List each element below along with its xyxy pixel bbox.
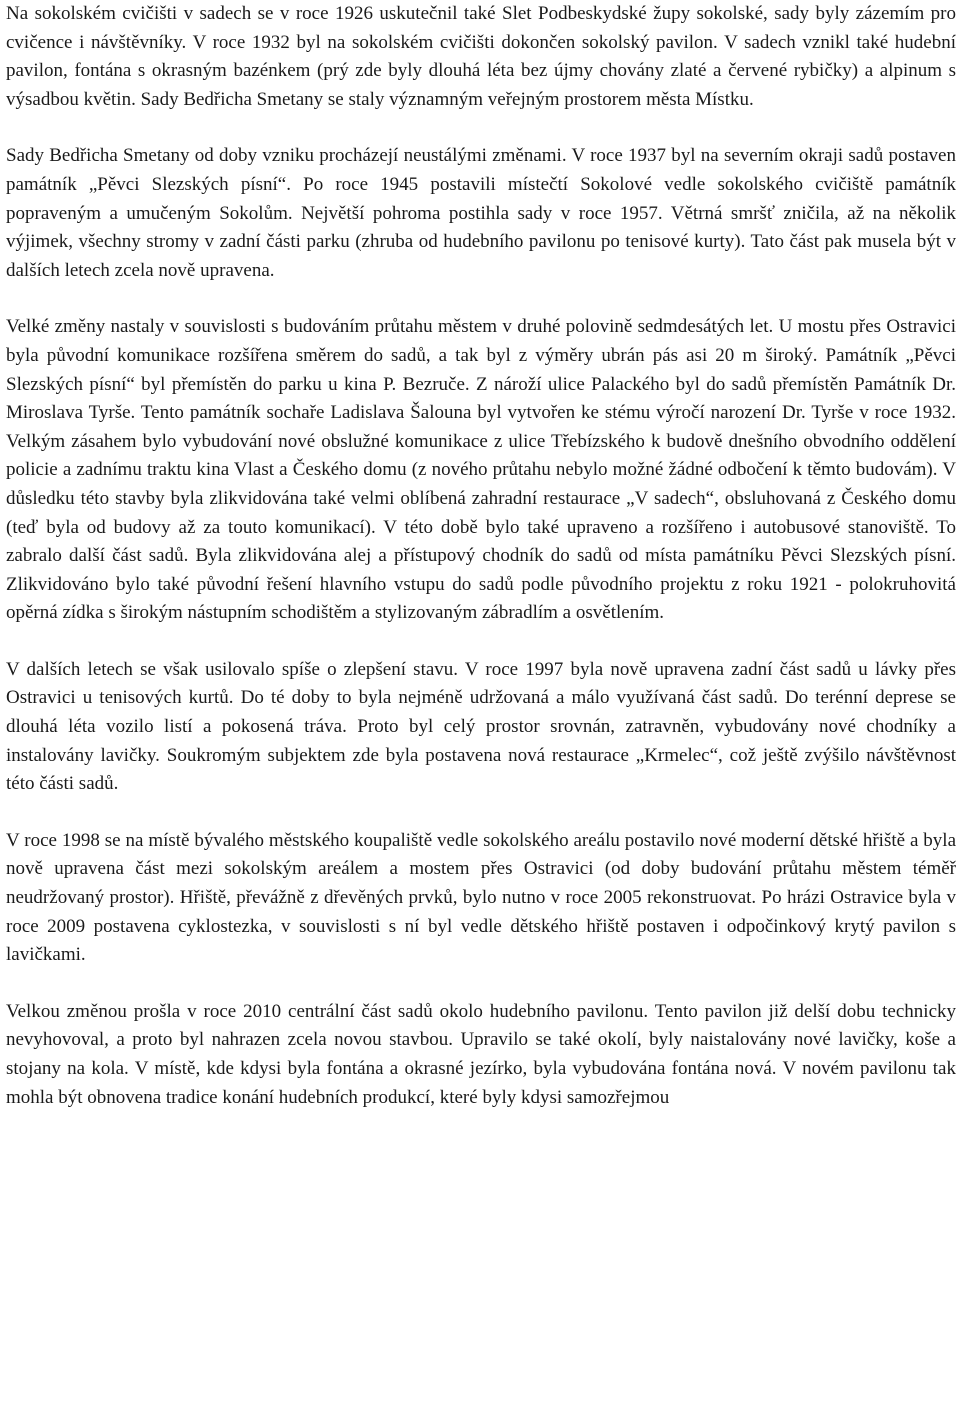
- document-page: [6, 0, 956, 1140]
- paragraph-4: V dalších letech se však usilovalo spíše o zlepšení stavu. V roce 1997 byla nově upravena zadní část sadů u lávky přes Ostravici u tenisových kurtů. Do té doby to byla nejméně udržovaná a málo využívaná část sadů. Do terénní deprese se dlouhá léta vozilo listí a pokosená tráva. Proto byl celý prostor srovnán, zatravněn, vybudovány nové chodníky a instalovány lavičky. Soukromým subjektem zde byla postavena nová restaurace „Krmelec“, což ještě zvýšilo návštěvnost této části sadů.: [6, 658, 956, 795]
- paragraph-1: Na sokolském cvičišti v sadech se v roce 1926 uskutečnil také Slet Podbeskydské župy sokolské, sady byly zázemím pro cvičence i návštěvníky. V roce 1932 byl na sokolském cvičišti dokončen sokolský pavilon. V sadech vznikl také hudební pavilon, fontána s okrasným bazénkem (prý zde byly dlouhá léta bez újmy chovány zlaté a červené rybičky) a alpinum s výsadbou květin. Sady Bedřicha Smetany se staly významným veřejným prostorem města Místku.: [6, 3, 956, 110]
- paragraph-3: Velké změny nastaly v souvislosti s budováním průtahu městem v druhé polovině sedmdesátých let. U mostu přes Ostravici byla původní komunikace rozšířena směrem do sadů, a tak byl z výměry ubrán pás asi 20 m široký. Památník „Pěvci Slezských písní“ byl přemístěn do parku u kina P. Bezruče. Z nároží ulice Palackého byl do sadů přemístěn Památník Dr. Miroslava Tyrše. Tento památník sochaře Ladislava Šalouna byl vytvořen ke stému výročí narození Dr. Tyrše v roce 1932. Velkým zásahem bylo vybudování nové obslužné komunikace z ulice Třebízského k budově dnešního obvodního oddělení policie a zadnímu traktu kina Vlast a Českého domu (z nového průtahu nebylo možné žádné odbočení k těmto budovám). V důsledku této stavby byla zlikvidována také velmi oblíbená zahradní restaurace „V sadech“, obsluhovaná z Českého domu (teď byla od budovy až za touto komunikací). V této době bylo také upraveno a rozšířeno i autobusové stanoviště. To zabralo další část sadů. Byla zlikvidována alej a přístupový chodník do sadů od místa památníku Pěvci Slezských písní. Zlikvidováno bylo také původní řešení hlavního vstupu do sadů podle původního projektu z roku 1921 - polokruhovitá opěrná zídka s širokým nástupním schodištěm a stylizovaným zábradlím a osvětlením.: [6, 316, 956, 624]
- paragraph-5: V roce 1998 se na místě bývalého městského koupaliště vedle sokolského areálu postavilo nové moderní dětské hřiště a byla nově upravena část mezi sokolským areálem a mostem přes Ostravici (od doby budování průtahu městem téměř neudržovaný prostor). Hřiště, převážně z dřevěných prvků, bylo nutno v roce 2005 rekonstruovat. Po hrázi Ostravice byla v roce 2009 postavena cyklostezka, v souvislosti s ní byl vedle dětského hřiště postaven i odpočinkový krytý pavilon s lavičkami.: [6, 829, 956, 966]
- paragraph-6: Velkou změnou prošla v roce 2010 centrální část sadů okolo hudebního pavilonu. Tento pavilon již delší dobu technicky nevyhovoval, a proto byl nahrazen zcela novou stavbou. Upravilo se také okolí, byly naistalovány nové lavičky, koše a stojany na kola. V místě, kde kdysi byla fontána a okrasné jezírko, byla vybudována fontána nová. V novém pavilonu tak mohla být obnovena tradice konání hudebních produkcí, které byly kdysi samozřejmou: [6, 1000, 956, 1108]
- paragraph-2: Sady Bedřicha Smetany od doby vzniku procházejí neustálými změnami. V roce 1937 byl na severním okraji sadů postaven památník „Pěvci Slezských písní“. Po roce 1945 postavili místečtí Sokolové vedle sokolského cvičiště památník popraveným a umučeným Sokolům. Největší pohroma postihla sady v roce 1957. Větrná smršť zničila, až na několik výjimek, všechny stromy v zadní části parku (zhruba od hudebního pavilonu po tenisové kurty). Tato část pak musela být v dalších letech zcela nově upravena.: [6, 145, 956, 281]
